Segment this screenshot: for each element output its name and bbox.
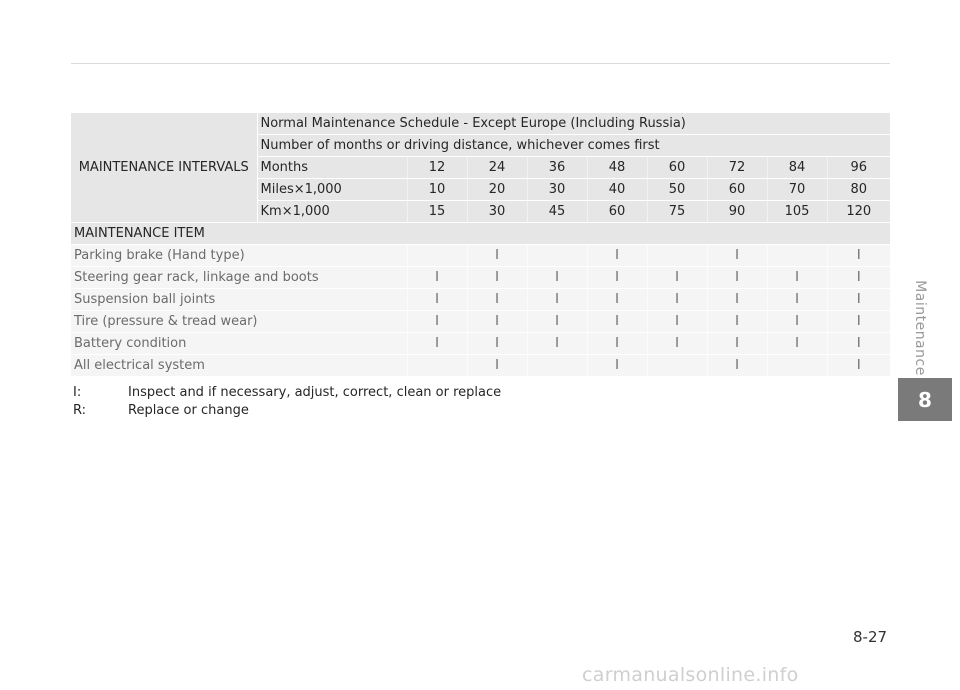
miles-label: Miles×1,000 [257,179,407,201]
item-name: All electrical system [71,355,407,377]
top-divider [71,63,890,64]
months-value: 60 [647,157,707,179]
item-interval-value: I [827,355,890,377]
watermark: carmanualsonline.info [582,664,799,686]
months-value: 72 [707,157,767,179]
legend-key: R: [73,403,87,418]
miles-value: 20 [467,179,527,201]
item-interval-value: I [707,311,767,333]
item-name: Parking brake (Hand type) [71,245,407,267]
item-interval-value [767,355,827,377]
table-row [71,267,890,289]
item-interval-value: I [827,245,890,267]
item-interval-value: I [767,289,827,311]
item-interval-value: I [647,289,707,311]
table-row [71,289,890,311]
item-interval-value: I [467,289,527,311]
item-interval-value: I [767,311,827,333]
km-value: 15 [407,201,467,223]
maintenance-schedule-table [71,113,890,377]
table-row [71,355,890,377]
km-value: 105 [767,201,827,223]
item-interval-value [647,355,707,377]
item-interval-value: I [827,311,890,333]
item-interval-value: I [587,311,647,333]
item-interval-value: I [587,333,647,355]
item-interval-value: I [407,311,467,333]
item-interval-value: I [467,355,527,377]
item-interval-value: I [527,289,587,311]
item-interval-value: I [767,267,827,289]
schedule-title: Normal Maintenance Schedule - Except Europe (Including Russia) [257,113,890,135]
km-value: 120 [827,201,890,223]
item-interval-value: I [707,245,767,267]
item-name: Suspension ball joints [71,289,407,311]
item-interval-value: I [827,267,890,289]
miles-value: 40 [587,179,647,201]
legend-row [73,402,501,420]
item-interval-value: I [467,267,527,289]
legend-row [73,384,501,402]
km-value: 60 [587,201,647,223]
item-name: Steering gear rack, linkage and boots [71,267,407,289]
item-interval-value: I [587,355,647,377]
miles-value: 80 [827,179,890,201]
item-interval-value [527,245,587,267]
item-interval-value: I [647,333,707,355]
header-row-title [71,113,890,135]
maintenance-intervals-label: MAINTENANCE INTERVALS [71,113,257,223]
km-value: 45 [527,201,587,223]
legend-text: Inspect and if necessary, adjust, correct, clean or replace [128,385,502,400]
item-interval-value: I [407,333,467,355]
legend-key: I: [73,385,82,400]
item-interval-value: I [587,289,647,311]
legend-text: Replace or change [128,403,249,418]
item-interval-value: I [527,267,587,289]
item-name: Battery condition [71,333,407,355]
miles-value: 60 [707,179,767,201]
table-row [71,333,890,355]
item-interval-value: I [707,289,767,311]
item-interval-value: I [407,289,467,311]
months-value: 96 [827,157,890,179]
item-interval-value: I [707,355,767,377]
item-interval-value: I [707,333,767,355]
table-row [71,311,890,333]
item-interval-value [527,355,587,377]
section-side-label [910,280,930,376]
maintenance-item-header: MAINTENANCE ITEM [71,223,890,245]
item-interval-value: I [647,311,707,333]
item-interval-value: I [467,333,527,355]
item-interval-value: I [527,311,587,333]
months-value: 24 [467,157,527,179]
item-interval-value: I [647,267,707,289]
months-value: 84 [767,157,827,179]
item-name: Tire (pressure & tread wear) [71,311,407,333]
miles-value: 30 [527,179,587,201]
item-interval-value: I [527,333,587,355]
page-number: 8-27 [853,628,888,646]
item-interval-value: I [467,245,527,267]
km-label: Km×1,000 [257,201,407,223]
item-interval-value [407,245,467,267]
table-row [71,245,890,267]
item-interval-value: I [767,333,827,355]
km-value: 75 [647,201,707,223]
item-interval-value [647,245,707,267]
km-value: 90 [707,201,767,223]
item-interval-value: I [707,267,767,289]
item-interval-value: I [587,267,647,289]
item-interval-value: I [587,245,647,267]
months-value: 12 [407,157,467,179]
schedule-note: Number of months or driving distance, whichever comes first [257,135,890,157]
item-interval-value: I [827,333,890,355]
miles-value: 10 [407,179,467,201]
months-value: 48 [587,157,647,179]
legend [73,384,501,420]
item-header-row [71,223,890,245]
months-value: 36 [527,157,587,179]
miles-value: 50 [647,179,707,201]
item-interval-value: I [467,311,527,333]
miles-value: 70 [767,179,827,201]
item-interval-value: I [827,289,890,311]
item-interval-value [767,245,827,267]
km-value: 30 [467,201,527,223]
item-interval-value: I [407,267,467,289]
months-label: Months [257,157,407,179]
item-interval-value [407,355,467,377]
section-name: Maintenance [912,280,928,376]
chapter-tab: 8 [898,378,952,421]
